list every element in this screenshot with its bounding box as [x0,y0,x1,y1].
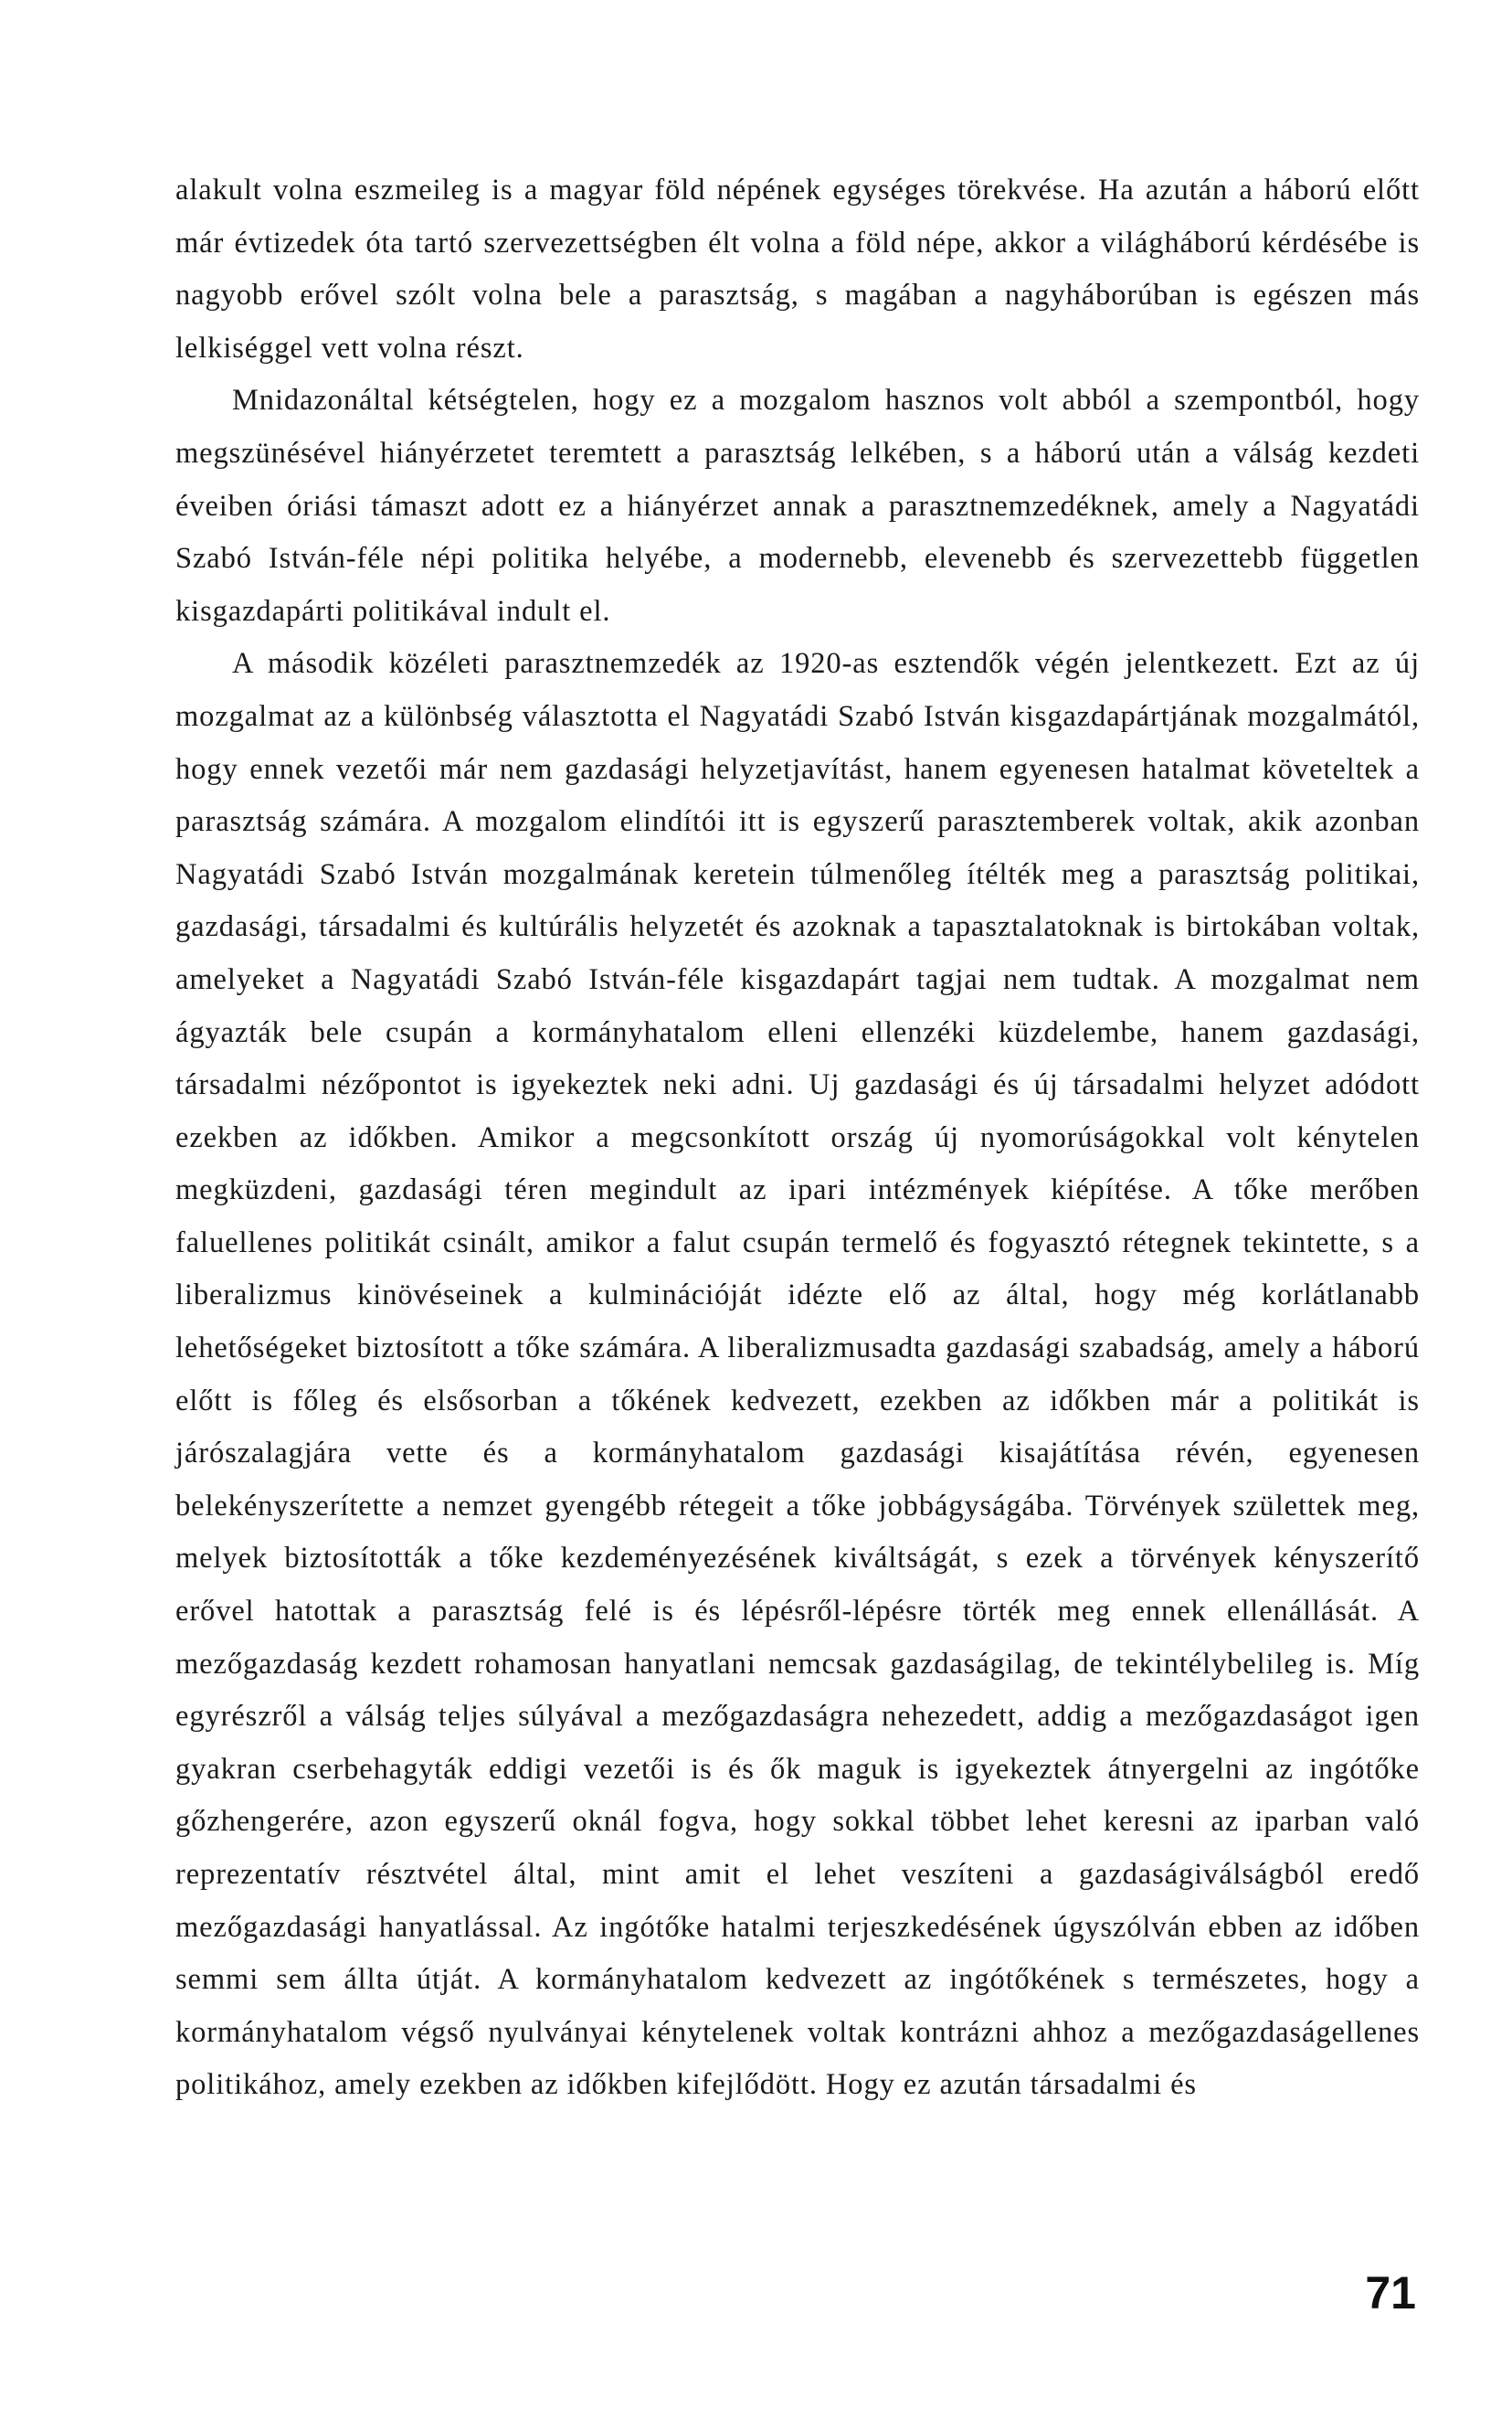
page-number: 71 [1365,2267,1416,2319]
paragraph-1: alakult volna eszmeileg is a magyar föld népének egységes törekvése. Ha azután a háború előtt már évtizedek óta tartó szervezettségben élt volna a föld népe, akkor a világháború kérdésébe is nagyobb erővel szólt volna bele a parasztság, s magában a nagyháborúban is egészen más lelkiséggel vett volna részt. [175,174,1420,365]
paragraph-3: A második közéleti parasztnemzedék az 1920-as esztendők végén jelentkezett. Ezt az új mozgalmat az a különbség választotta el Nagyatádi Szabó István kisgazdapártjának mozgalmától, hogy ennek vezetői már nem gazdasági helyzetjavítást, hanem egyenesen hatalmat követeltek a parasztság számára. A mozgalom elindítói itt is egyszerű parasztemberek voltak, akik azonban Nagyatádi Szabó István mozgalmának keretein túlmenőleg ítélték meg a parasztság politikai, gazdasági, társadalmi és kultúrális helyzetét és azoknak a tapasztalatoknak is birtokában voltak, amelyeket a Nagyatádi Szabó István-féle kisgazdapárt tagjai nem tudtak. A mozgalmat nem ágyazták bele csupán a kormányhatalom elleni ellenzéki küzdelembe, hanem gazdasági, társadalmi nézőpontot is igyekeztek neki adni. Uj gazdasági és új társadalmi helyzet adódott ezekben az időkben. Amikor a megcsonkított ország új nyomorúságokkal volt kénytelen megküzdeni, gazdasági téren megindult az ipari intézmények kiépítése. A tőke merőben faluellenes politikát csinált, amikor a falut csupán termelő és fogyasztó rétegnek tekintette, s a liberalizmus kinövéseinek a kulminációját idézte elő az által, hogy még korlátlanabb lehetőségeket biztosított a tőke számára. A liberalizmusadta gazdasági szabadság, amely a háború előtt is főleg és elsősorban a tőkének kedvezett, ezekben az időkben már a politikát is járószalagjára vette és a kormányhatalom gazdasági kisajátítása révén, egyenesen belekényszerítette a nemzet gyengébb rétegeit a tőke jobbágyságába. Törvények születtek meg, melyek biztosították a tőke kezdeményezésének kiváltságát, s ezek a törvények kényszerítő erővel hatottak a parasztság felé is és lépésről-lépésre törték meg ennek ellenállását. A mezőgazdaság kezdett rohamosan hanyatlani nemcsak gazdaságilag, de tekintélybelileg is. Míg egyrészről a válság teljes súlyával a mezőgazdaságra nehezedett, addig a mezőgazdaságot igen gyakran cserbehagyták eddigi vezetői is és ők maguk is igyekeztek átnyergelni az ingótőke gőzhengerére, azon egyszerű oknál fogva, hogy sokkal többet lehet keresni az iparban való reprezentatív résztvétel által, mint amit el lehet veszíteni a gazdaságiválságból eredő mezőgazdasági hanyatlással. Az ingótőke hatalmi terjeszkedésének úgyszólván ebben az időben semmi sem állta útját. A kormányhatalom kedvezett az ingótőkének s természetes, hogy a kormányhatalom végső nyulványai kénytelenek voltak kontrázni ahhoz a mezőgazdaságellenes politikához, amely ezekben az időkben kifejlődött. Hogy ez azután társadalmi és [175,647,1420,2102]
paragraph-2: Mnidazonáltal kétségtelen, hogy ez a mozgalom hasznos volt abból a szempontból, hogy megszünésével hiányérzetet teremtett a parasztság lelkében, s a háború után a válság kezdeti éveiben óriási támaszt adott ez a hiányérzet annak a parasztnemzedéknek, amely a Nagyatádi Szabó István-féle népi politika helyébe, a modernebb, elevenebb és szervezettebb független kisgazdapárti politikával indult el. [175,384,1420,628]
body-text [175,164,1420,2112]
